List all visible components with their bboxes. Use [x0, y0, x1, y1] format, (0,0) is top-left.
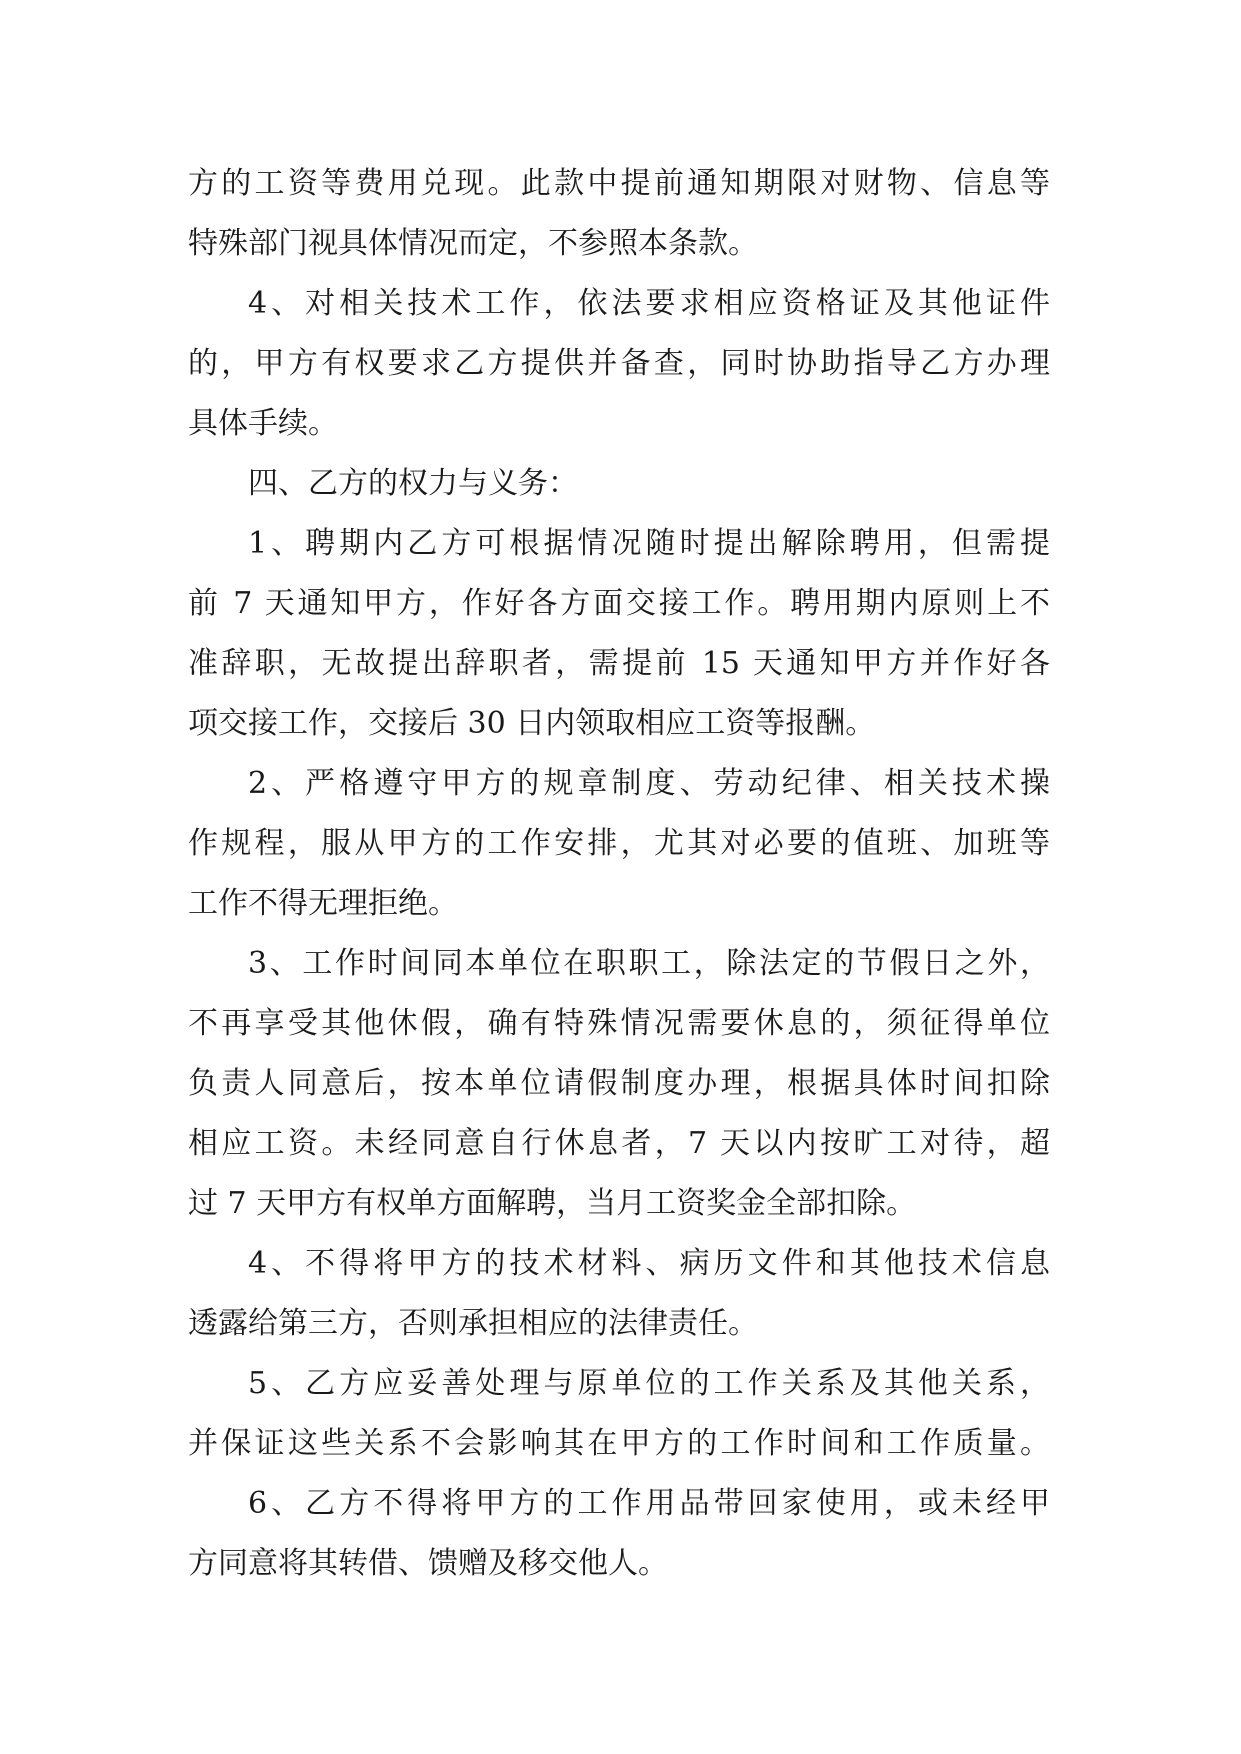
text-line: 4、不得将甲方的技术材料、病历文件和其他技术信息	[248, 1246, 1050, 1281]
text-line: 1、聘期内乙方可根据情况随时提出解除聘用，但需提	[248, 526, 1050, 561]
text-line: 2、严格遵守甲方的规章制度、劳动纪律、相关技术操	[248, 766, 1050, 801]
text-line: 项交接工作，交接后 30 日内领取相应工资等报酬。	[188, 706, 876, 741]
text-line: 3、工作时间同本单位在职职工，除法定的节假日之外，	[248, 946, 1050, 981]
text-line: 方的工资等费用兑现。此款中提前通知期限对财物、信息等	[188, 166, 1050, 201]
text-line: 4、对相关技术工作，依法要求相应资格证及其他证件	[248, 286, 1050, 321]
text-line: 并保证这些关系不会影响其在甲方的工作时间和工作质量。	[188, 1426, 1050, 1461]
text-line: 方同意将其转借、馈赠及移交他人。	[188, 1546, 668, 1581]
text-line: 准辞职，无故提出辞职者，需提前 15 天通知甲方并作好各	[188, 646, 1050, 681]
text-line: 四、乙方的权力与义务：	[248, 466, 578, 501]
document-body	[188, 154, 1050, 1594]
text-line: 特殊部门视具体情况而定，不参照本条款。	[188, 226, 758, 261]
text-line: 6、乙方不得将甲方的工作用品带回家使用，或未经甲	[248, 1486, 1050, 1521]
text-line: 的，甲方有权要求乙方提供并备查，同时协助指导乙方办理	[188, 346, 1050, 381]
text-line: 作规程，服从甲方的工作安排，尤其对必要的值班、加班等	[188, 826, 1050, 861]
text-line: 前 7 天通知甲方，作好各方面交接工作。聘用期内原则上不	[188, 586, 1050, 621]
text-line: 过 7 天甲方有权单方面解聘，当月工资奖金全部扣除。	[188, 1186, 917, 1221]
text-line: 工作不得无理拒绝。	[188, 886, 458, 921]
text-line: 5、乙方应妥善处理与原单位的工作关系及其他关系，	[248, 1366, 1050, 1401]
text-line: 透露给第三方，否则承担相应的法律责任。	[188, 1306, 758, 1341]
text-line: 负责人同意后，按本单位请假制度办理，根据具体时间扣除	[188, 1066, 1050, 1101]
text-line: 相应工资。未经同意自行休息者，7 天以内按旷工对待，超	[188, 1126, 1050, 1161]
text-line: 不再享受其他休假，确有特殊情况需要休息的，须征得单位	[188, 1006, 1050, 1041]
text-line: 具体手续。	[188, 406, 338, 441]
